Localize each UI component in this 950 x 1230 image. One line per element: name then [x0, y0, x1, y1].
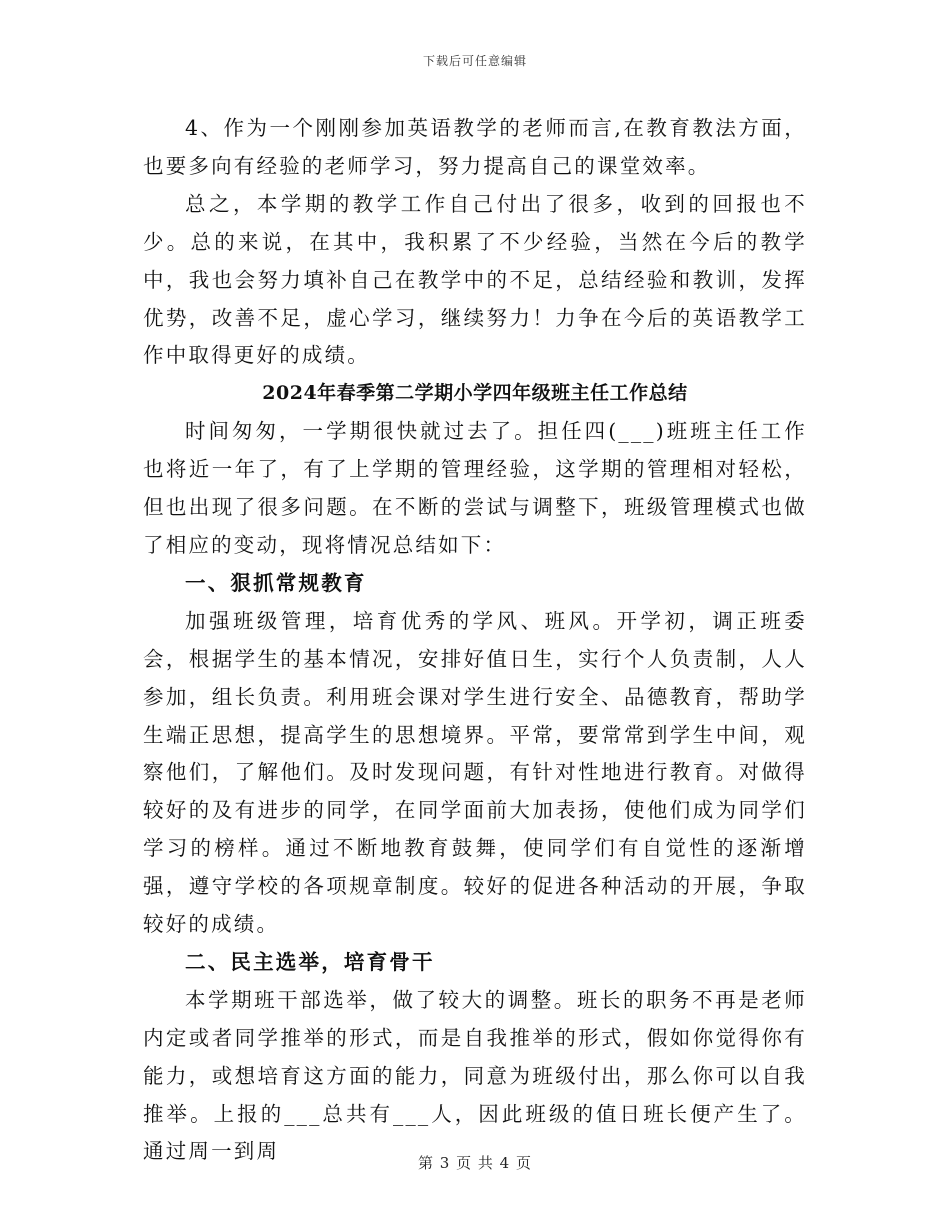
header-note: 下载后可任意编辑	[422, 54, 527, 68]
section-heading-routine-education: 一、狠抓常规教育	[185, 570, 367, 595]
paragraph-conclusion: 总之，本学期的教学工作自己付出了很多，收到的回报也不少。总的来说，在其中，我积累了不少经验，当然在今后的教学中，我也会努力填补自己在教学中的不足，总结经验和教训，发挥优势，改善不足，虚心学习，继续努力！力争在今后的英语教学工作中取得更好的成绩。	[143, 191, 807, 368]
paragraph-intro: 时间匆匆，一学期很快就过去了。担任四(___)班班主任工作也将近一年了，有了上学期的管理经验，这学期的管理相对轻松，但也出现了很多问题。在不断的尝试与调整下，班级管理模式也做了相应的变动，现将情况总结如下：	[143, 419, 807, 557]
paragraph-teaching-method: 4、作为一个刚刚参加英语教学的老师而言,在教育教法方面，也要多向有经验的老师学习，努力提高自己的课堂效率。	[143, 116, 807, 178]
paragraph-election: 本学期班干部选举，做了较大的调整。班长的职务不再是老师内定或者同学推举的形式，而是自我推举的形式，假如你觉得你有能力，或想培育这方面的能力，同意为班级付出，那么你可以自我推举。上报的___总共有___人，因此班级的值日班长便产生了。通过周一到周	[143, 987, 807, 1164]
section-heading-democratic-election: 二、民主选举，培育骨干	[185, 949, 435, 974]
page-number: 第 3 页 共 4 页	[418, 1154, 532, 1172]
document-body	[143, 110, 807, 1171]
paragraph-class-management: 加强班级管理，培育优秀的学风、班风。开学初，调正班委会，根据学生的基本情况，安排好值日生，实行个人负责制，人人参加，组长负责。利用班会课对学生进行安全、品德教育，帮助学生端正思想，提高学生的思想境界。平常，要常常到学生中间，观察他们，了解他们。及时发现问题，有针对性地进行教育。对做得较好的及有进步的同学，在同学面前大加表扬，使他们成为同学们学习的榜样。通过不断地教育鼓舞，使同学们有自觉性的逐渐增强，遵守学校的各项规章制度。较好的促进各种活动的开展，争取较好的成绩。	[143, 608, 807, 937]
document-title: 2024年春季第二学期小学四年级班主任工作总结	[262, 382, 688, 405]
